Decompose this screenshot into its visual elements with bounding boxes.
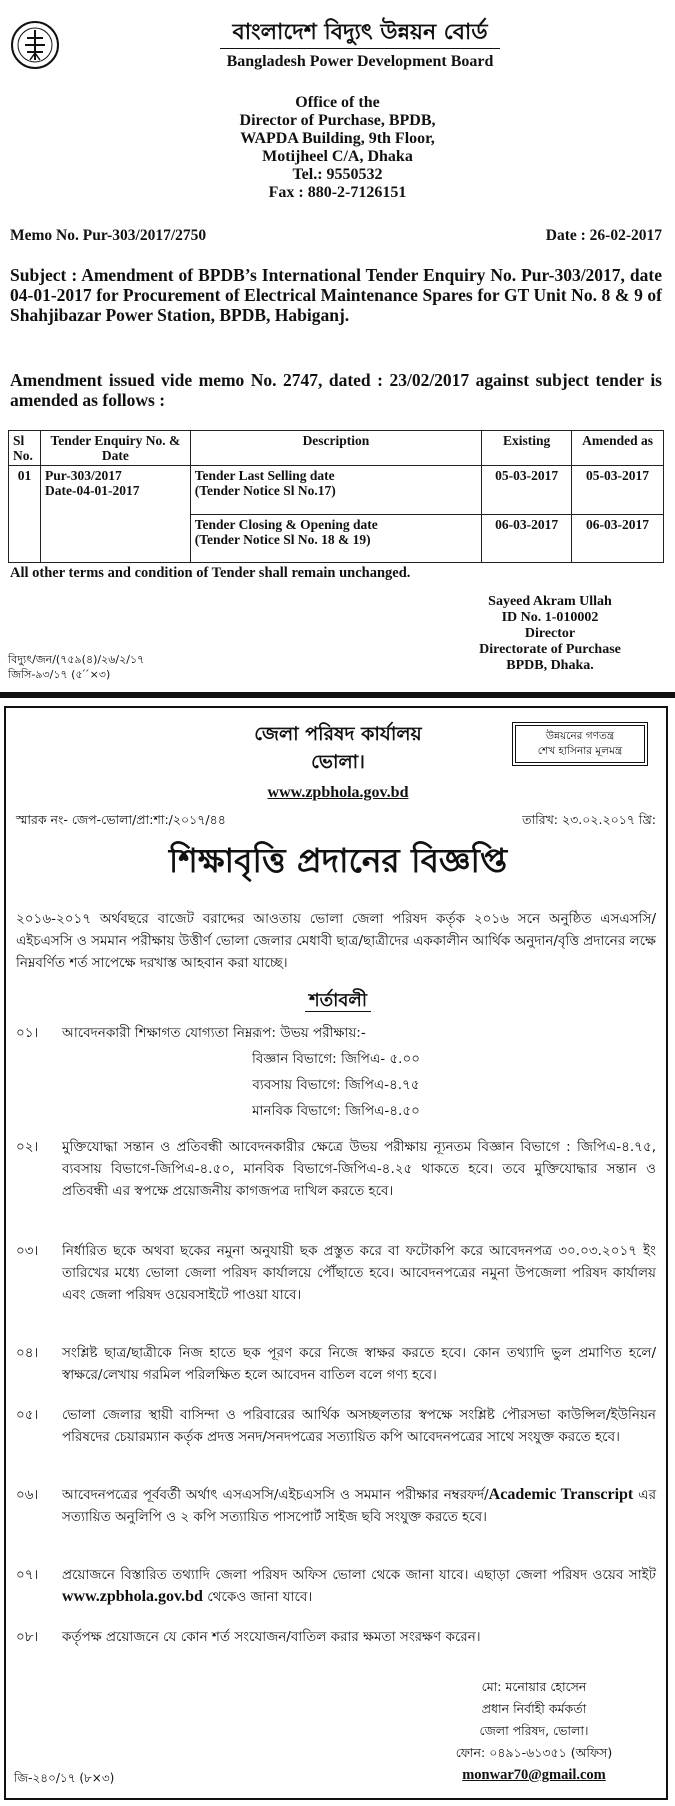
condition-item: [16, 1404, 656, 1448]
header-amended: Amended as: [572, 431, 664, 466]
bpdb-logo-icon: [10, 20, 60, 70]
zila-parishad-notice: [4, 706, 668, 1800]
bpdb-title-english: Bangladesh Power Development Board: [226, 53, 494, 70]
header-enquiry: Tender Enquiry No. & Date: [40, 431, 190, 466]
website-link[interactable]: www.zpbhola.gov.bd: [267, 784, 409, 801]
amendment-table: [8, 430, 664, 563]
condition-number: ০৮।: [16, 1629, 39, 1645]
cell-enquiry: Pur-303/2017 Date-04-01-2017: [40, 466, 190, 563]
cell-existing: 06-03-2017: [482, 514, 572, 563]
condition-number: ০২।: [16, 1139, 39, 1155]
condition-item: [16, 1022, 656, 1044]
condition-item: [16, 1626, 656, 1648]
gpa-science: বিজ্ঞান বিভাগে: জিপিএ- ৫.০০: [251, 1051, 421, 1067]
signature-block: [440, 594, 660, 674]
condition-text-part: প্রয়োজনে বিস্তারিত তথ্যাদি জেলা পরিষদ অফিস ভোলা থেকে জানা যাবে। এছাড়া জেলা পরিষদ ওয়েব সাইট: [62, 1567, 656, 1583]
condition-item: [16, 1136, 656, 1202]
slogan-line: শেখ হাসিনার মূলমন্ত্র: [537, 745, 623, 757]
website-link-inline[interactable]: www.zpbhola.gov.bd: [62, 1588, 203, 1605]
signatory-name: মো: মনোয়ার হোসেন: [481, 1679, 587, 1694]
cell-sl: 01: [9, 466, 41, 563]
print-code: জি-২৪০/১৭ (৮×৩): [14, 1771, 115, 1785]
condition-item: [16, 1484, 656, 1528]
code-line: জিসি-৯৩/১৭ (৫ ́ ́×৩): [8, 668, 111, 681]
condition-text-part: থেকেও জানা যাবে।: [202, 1589, 313, 1605]
office-name: জেলা পরিষদ কার্যালয়: [254, 723, 422, 745]
condition-text-part: এর সত্যায়িত অনুলিপি ও ২ কপি সত্যায়িত পাসপোর্ট সাইজ ছবি সংযুক্ত করতে হবে।: [62, 1487, 657, 1525]
condition-text: কর্তৃপক্ষ প্রয়োজনে যে কোন শর্ত সংযোজন/বাতিল করার ক্ষমতা সংরক্ষণ করেন।: [62, 1629, 481, 1645]
condition-text-part: আবেদনপত্রের পূর্ববর্তী অর্থাৎ এসএসসি/এইচএসসি ও সমমান পরীক্ষার নম্বরফর্দ/: [62, 1487, 489, 1503]
amendment-text: Amendment issued vide memo No. 2747, dated : 23/02/2017 against subject tender is amended as follows :: [10, 370, 662, 410]
condition-text: ভোলা জেলার স্থায়ী বাসিন্দা ও পরিবারের আর্থিক অসচ্ছলতার স্বপক্ষে সংশ্লিষ্ট পৌরসভা কাউন্সিল/ইউনিয়ন পরিষদের চেয়ারম্যান কর্তৃক প্রদত্ত সনদ/সনদপত্রের সত্যায়িত কপি আবেদনপত্রের সাথে সংযুক্ত করতে হবে।: [62, 1407, 656, 1445]
table-row: [9, 466, 664, 515]
conditions-heading-text: শর্তাবলী: [305, 990, 371, 1012]
signatory-designation: প্রধান নির্বাহী কর্মকর্তা: [481, 1701, 587, 1716]
office-line: Fax : 880-2-7126151: [268, 184, 407, 201]
condition-text: মুক্তিযোদ্ধা সন্তান ও প্রতিবন্ধী আবেদনকারীর ক্ষেত্রে উভয় পরীক্ষায় ন্যূনতম বিজ্ঞান বিভাগে : জিপিএ-৪.৭৫, ব্যবসায় বিভাগে-জিপিএ-৪.৫০, মানবিক বিভাগে-জিপিএ-৪.২৫ থাকতে হবে। তবে মুক্তিযোদ্ধার সন্তান ও প্রতিবন্ধী এর স্বপক্ষে প্রয়োজনীয় কাগজপত্র দাখিল করতে হবে।: [62, 1139, 656, 1199]
signature-line: BPDB, Dhaka.: [506, 658, 594, 673]
subject-text: Subject : Amendment of BPDB’s International Tender Enquiry No. Pur-303/2017, date 04-01-2017 for Procurement of Electrical Maintenance Spares for GT Unit No. 8 & 9 of Shahjibazar Power Station, BPDB, Habiganj.: [10, 265, 662, 325]
office-line: Motijheel C/A, Dhaka: [262, 148, 413, 165]
cell-description: Tender Last Selling date (Tender Notice Sl No.17): [190, 466, 481, 515]
office-line: Tel.: 9550532: [292, 166, 383, 183]
gpa-humanities: মানবিক বিভাগে: জিপিএ-৪.৫০: [252, 1103, 420, 1119]
condition-text: আবেদনকারী শিক্ষাগত যোগ্যতা নিম্নরূপ: উভয় পরীক্ষায়:-: [62, 1025, 366, 1041]
office-location: ভোলা।: [311, 751, 365, 773]
office-line: Office of the: [295, 94, 380, 111]
signature-line: Sayeed Akram Ullah: [488, 594, 612, 609]
memo-date: Date : 26-02-2017: [545, 227, 662, 244]
memo-row: [16, 812, 656, 832]
gpa-business: ব্যবসায় বিভাগে: জিপিএ-৪.৭৫: [252, 1077, 420, 1093]
slogan-line: উন্নয়নের গণতন্ত্র: [545, 730, 615, 742]
condition-text: [62, 1564, 656, 1608]
print-code: [8, 652, 144, 682]
signature-block: [414, 1676, 654, 1786]
header-sl: Sl No.: [9, 431, 41, 466]
bpdb-title-bangla: বাংলাদেশ বিদ্যুৎ উন্নয়ন বোর্ড: [220, 18, 499, 49]
office-address: [0, 94, 675, 202]
signature-line: Directorate of Purchase: [479, 642, 621, 657]
memo-number: Memo No. Pur-303/2017/2750: [10, 227, 207, 244]
office-line: WAPDA Building, 9th Floor,: [240, 130, 435, 147]
academic-transcript-text: Academic Transcript: [488, 1486, 634, 1503]
condition-item: [16, 1240, 656, 1306]
unchanged-note: All other terms and condition of Tender shall remain unchanged.: [10, 565, 411, 581]
memo-number: স্মারক নং- জেপ-ভোলা/প্রা:শা:/২০১৭/৪৪: [16, 812, 226, 827]
bpdb-header: [60, 18, 660, 73]
cell-existing: 05-03-2017: [482, 466, 572, 515]
memo-date: তারিখ: ২৩.০২.২০১৭ খ্রি:: [522, 812, 656, 827]
intro-paragraph: ২০১৬-২০১৭ অর্থবছরে বাজেট বরাদ্দের আওতায় ভোলা জেলা পরিষদ কর্তৃক ২০১৬ সনে অনুষ্ঠিত এসএসসি/এইচএসসি ও সমমান পরীক্ষায় উত্তীর্ণ ভোলা জেলার মেধাবী ছাত্র/ছাত্রীদের এককালীন আর্থিক অনুদান/বৃত্তি প্রদানের লক্ষে নিম্নবর্ণিত শর্ত সাপেক্ষে দরখাস্ত আহবান করা যাচ্ছে।: [16, 911, 656, 971]
condition-number: ০৫।: [16, 1407, 39, 1423]
code-line: বিদ্যুৎ/জন/(৭৫৯(৪)/২৬/২/১৭: [8, 653, 145, 666]
condition-number: ০৩।: [16, 1243, 39, 1259]
header-description: Description: [190, 431, 481, 466]
signature-line: Director: [524, 626, 576, 641]
condition-text: নির্ধারিত ছকে অথবা ছকের নমুনা অনুযায়ী ছক প্রস্তুত করে বা ফটোকপি করে আবেদনপত্র ৩০.০৩.২০১৭ ইং তারিখের মধ্যে ভোলা জেলা পরিষদ কার্যালয়ে পৌঁছাতে হবে। আবেদনপত্রের নমুনা উপজেলা পরিষদ কার্যালয় এবং জেলা পরিষদ ওয়েবসাইটে পাওয়া যাবে।: [62, 1243, 656, 1303]
memo-row: [10, 227, 662, 245]
signatory-phone: ফোন: ০৪৯১-৬১৩৫১ (অফিস): [455, 1745, 613, 1760]
condition-item: [16, 1564, 656, 1608]
table-header-row: [9, 431, 664, 466]
condition-number: ০৭।: [16, 1567, 39, 1583]
bpdb-notice: [0, 0, 675, 690]
notice-divider: [0, 692, 675, 698]
slogan-box: [512, 722, 648, 766]
cell-amended: 06-03-2017: [572, 514, 664, 563]
condition-number: ০১।: [16, 1025, 39, 1041]
condition-text: [62, 1484, 656, 1528]
condition-item: [16, 1342, 656, 1386]
notice-title: শিক্ষাবৃত্তি প্রদানের বিজ্ঞপ্তি: [168, 841, 508, 880]
condition-number: ০৪।: [16, 1345, 39, 1361]
condition-number: ০৬।: [16, 1487, 39, 1503]
header-existing: Existing: [482, 431, 572, 466]
cell-description: Tender Closing & Opening date (Tender Notice Sl No. 18 & 19): [190, 514, 481, 563]
conditions-heading: [6, 986, 670, 1017]
signatory-office: জেলা পরিষদ, ভোলা।: [479, 1723, 589, 1738]
cell-amended: 05-03-2017: [572, 466, 664, 515]
condition-text: সংশ্লিষ্ট ছাত্র/ছাত্রীকে নিজ হাতে ছক পূরণ করে নিজে স্বাক্ষর করতে হবে। কোন তথ্যাদি ভুল প্রমাণিত হলে/স্বাক্ষরে/লেখায় গরমিল পরিলক্ষিত হলে আবেদন বাতিল বলে গণ্য হবে।: [62, 1345, 656, 1383]
signature-line: ID No. 1-010002: [501, 610, 599, 625]
signatory-email-link[interactable]: monwar70@gmail.com: [462, 1767, 606, 1783]
office-line: Director of Purchase, BPDB,: [239, 112, 436, 129]
